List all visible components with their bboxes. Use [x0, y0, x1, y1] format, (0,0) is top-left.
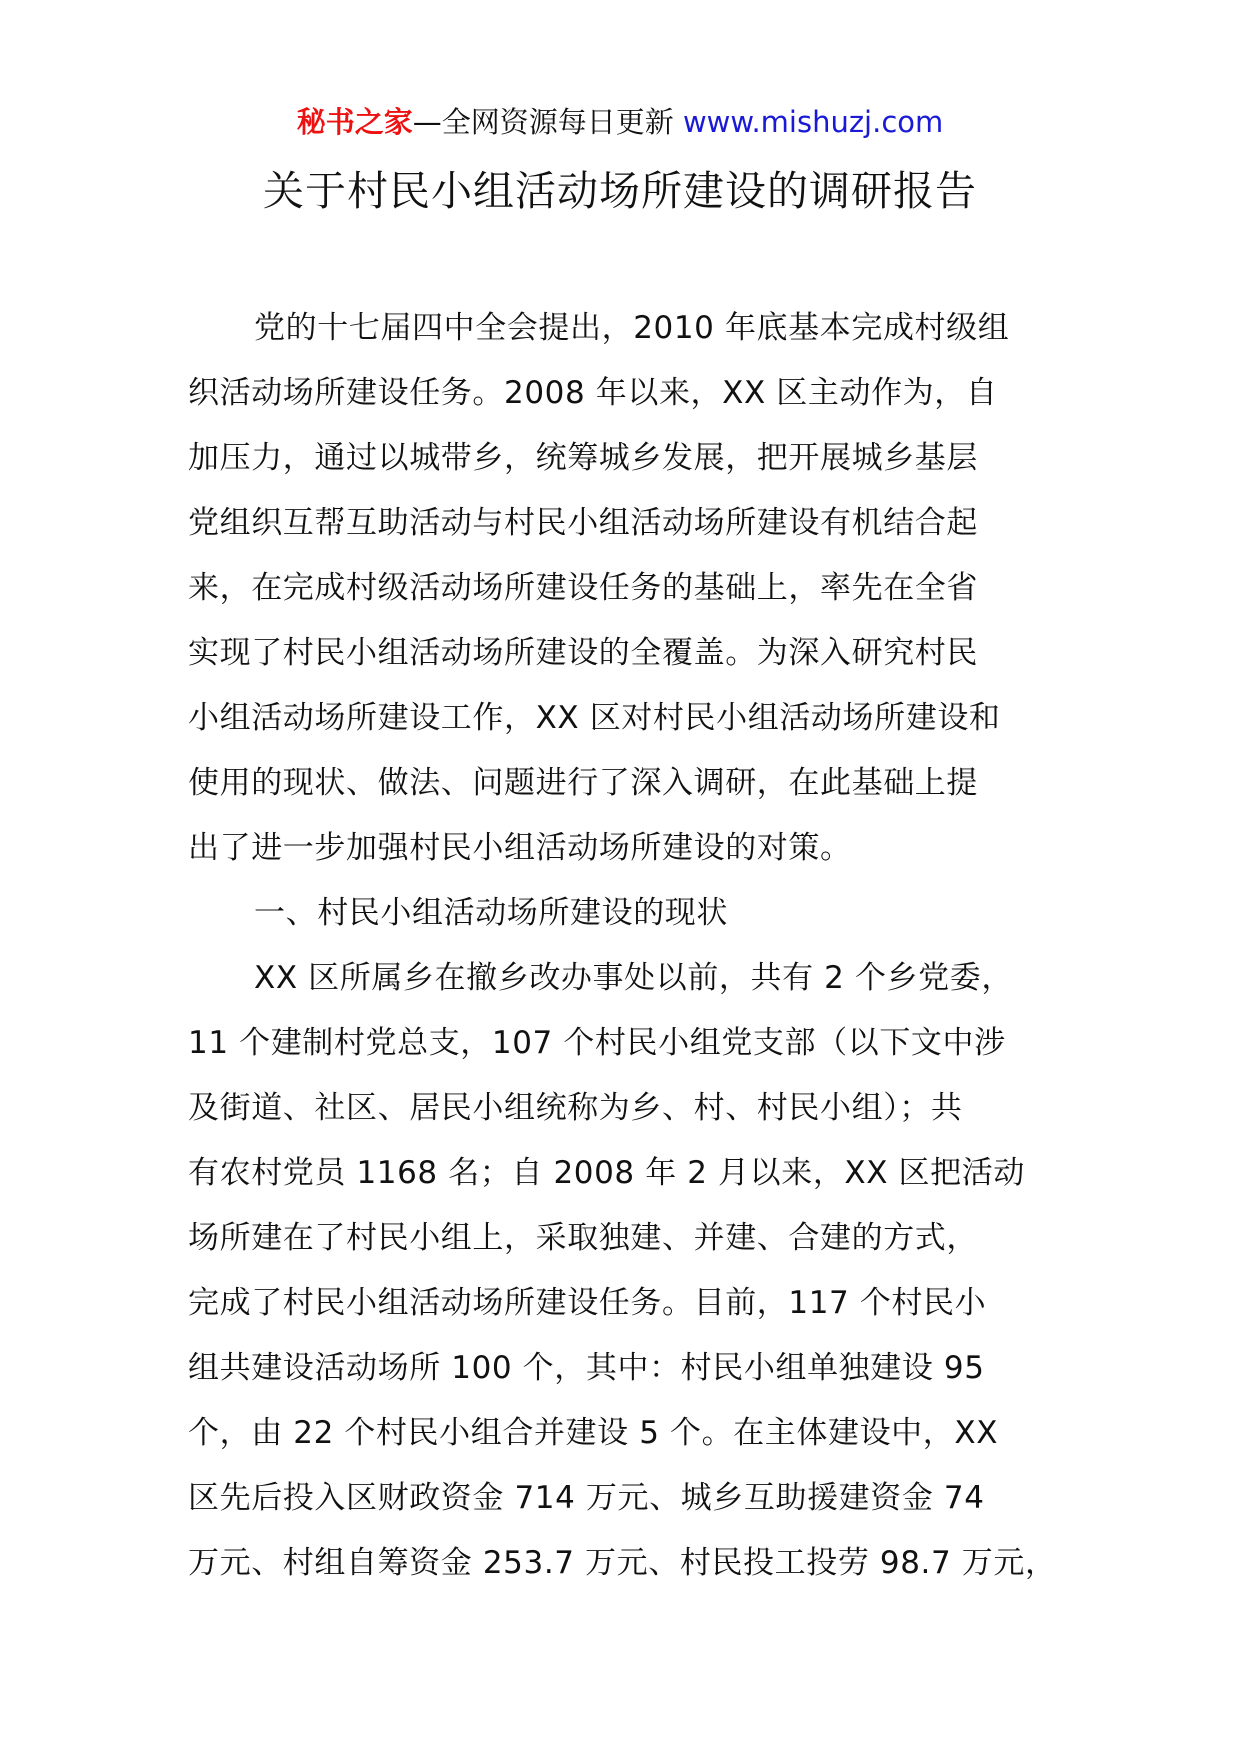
section-heading: 一、村民小组活动场所建设的现状 [254, 895, 728, 931]
paragraph-line: 织活动场所建设任务。2008 年以来，XX 区主动作为，自 [188, 375, 998, 411]
paragraph-line: 组共建设活动场所 100 个，其中：村民小组单独建设 95 [188, 1350, 985, 1386]
paragraph-line: 实现了村民小组活动场所建设的全覆盖。为深入研究村民 [188, 635, 978, 671]
paragraph-line: 11 个建制村党总支，107 个村民小组党支部（以下文中涉 [188, 1025, 1006, 1061]
paragraph-line: 来，在完成村级活动场所建设任务的基础上，率先在全省 [188, 570, 978, 606]
paragraph-line: 万元、村组自筹资金 253.7 万元、村民投工投劳 98.7 万元， [188, 1545, 1057, 1581]
document-body [188, 296, 1108, 1596]
document-title: 关于村民小组活动场所建设的调研报告 [263, 167, 977, 215]
paragraph-line: 党的十七届四中全会提出，2010 年底基本完成村级组 [254, 310, 1010, 346]
paragraph-line: 区先后投入区财政资金 714 万元、城乡互助援建资金 74 [188, 1480, 985, 1516]
paragraph-line: XX 区所属乡在撤乡改办事处以前，共有 2 个乡党委， [254, 960, 1013, 996]
paragraph-line: 加压力，通过以城带乡，统筹城乡发展，把开展城乡基层 [188, 440, 978, 476]
site-url-link[interactable]: www.mishuzj.com [682, 105, 944, 139]
paragraph-line: 场所建在了村民小组上，采取独建、并建、合建的方式， [188, 1220, 978, 1256]
paragraph-line: 有农村党员 1168 名；自 2008 年 2 月以来，XX 区把活动 [188, 1155, 1025, 1191]
paragraph-line: 小组活动场所建设工作，XX 区对村民小组活动场所建设和 [188, 700, 1001, 736]
paragraph-line: 出了进一步加强村民小组活动场所建设的对策。 [188, 830, 852, 866]
paragraph-line: 完成了村民小组活动场所建设任务。目前，117 个村民小 [188, 1285, 987, 1321]
paragraph-line: 及街道、社区、居民小组统称为乡、村、村民小组）；共 [188, 1090, 963, 1126]
paragraph-line: 党组织互帮互助活动与村民小组活动场所建设有机结合起 [188, 505, 978, 541]
site-header [0, 100, 1240, 144]
paragraph-line: 使用的现状、做法、问题进行了深入调研，在此基础上提 [188, 765, 978, 801]
paragraph-line: 个，由 22 个村民小组合并建设 5 个。在主体建设中，XX [188, 1415, 999, 1451]
site-brand: 秘书之家 [296, 105, 413, 139]
site-tagline: —全网资源每日更新 [412, 105, 683, 139]
